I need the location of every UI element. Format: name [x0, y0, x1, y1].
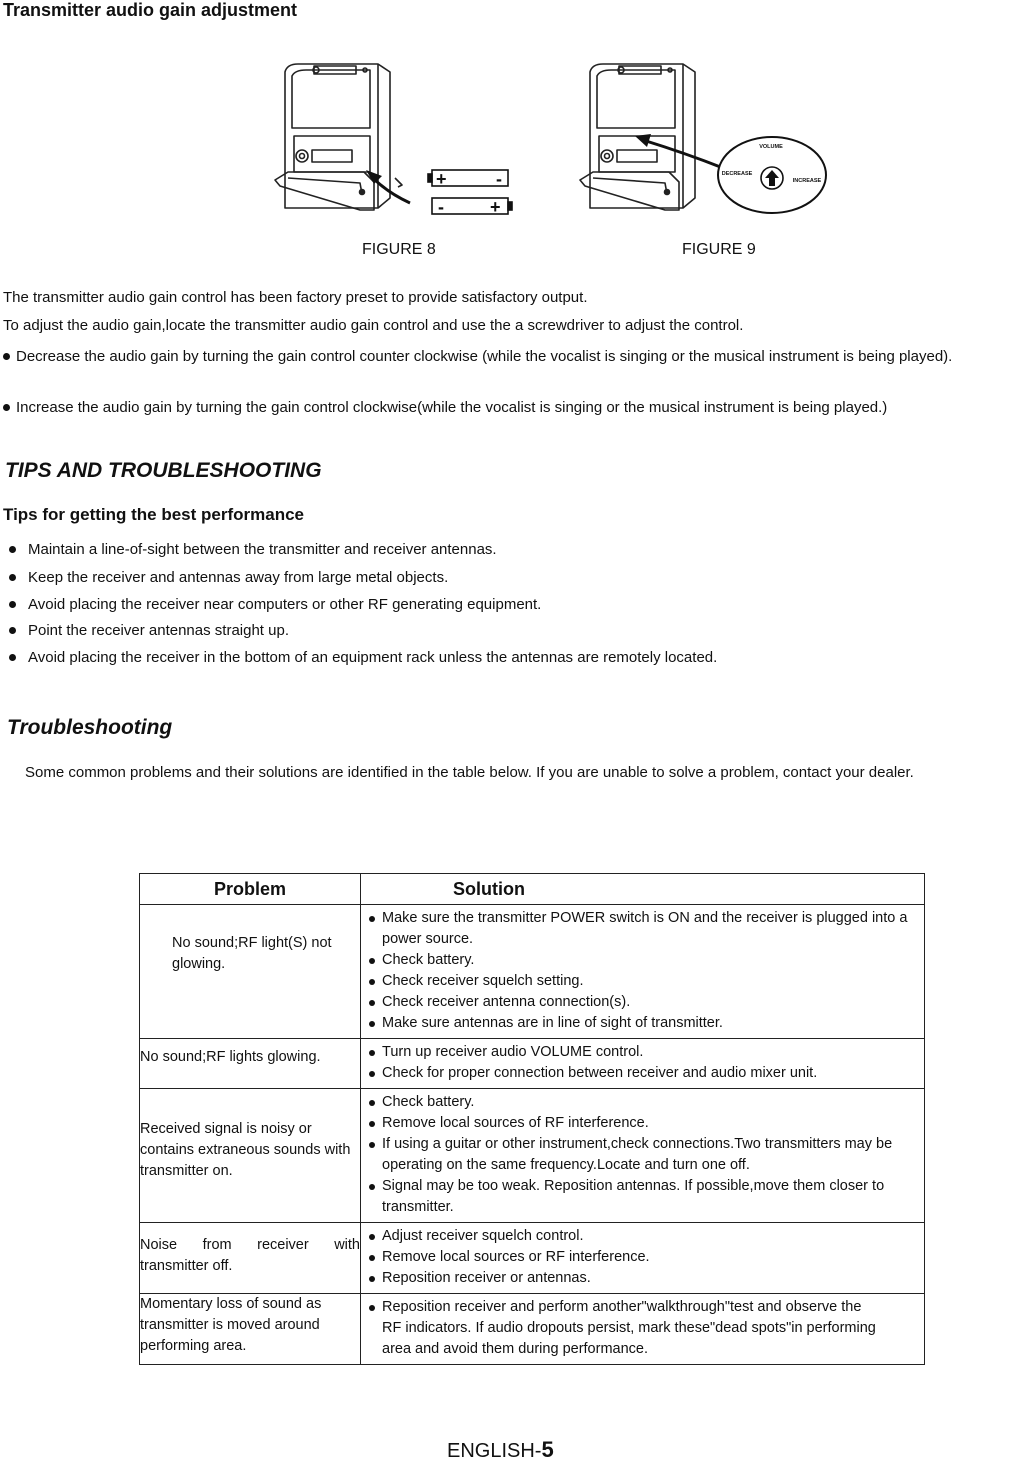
- tip-item: Maintain a line-of-sight between the transmitter and receiver antennas.: [9, 540, 497, 560]
- troubleshooting-title: Troubleshooting: [7, 716, 173, 739]
- tips-subtitle: Tips for getting the best performance: [3, 505, 305, 524]
- gain-bullet-increase: Increase the audio gain by turning the gain control clockwise(while the vocalist is singing or the musical instrument is being played.): [3, 398, 887, 418]
- solution-cell: [361, 1294, 925, 1365]
- tip-item: Keep the receiver and antennas away from large metal objects.: [9, 568, 448, 588]
- table-row: [140, 1089, 925, 1223]
- solution-cell: [361, 1223, 925, 1294]
- solution-item: Reposition receiver or antennas.: [369, 1268, 920, 1289]
- table-row: [140, 1294, 925, 1365]
- troubleshooting-intro: Some common problems and their solutions are identified in the table below. If you are unable to solve a problem, contact your dealer.: [25, 764, 914, 781]
- page-footer: [447, 1437, 554, 1463]
- table-row: [140, 1039, 925, 1089]
- problem-cell: No sound;RF light(S) not glowing.: [140, 905, 361, 1039]
- solution-item: Reposition receiver and perform another"walkthrough"test and observe the RF indicators. If audio dropouts persist, mark these"dead spots"in performing area and avoid them during performance.: [369, 1297, 884, 1360]
- solution-item: Check receiver squelch setting.: [369, 971, 920, 992]
- battery-top-plus: +: [436, 169, 447, 189]
- solution-item: Check battery.: [369, 1092, 920, 1113]
- footer-language: ENGLISH-: [447, 1440, 542, 1462]
- gain-paragraph-1: The transmitter audio gain control has been factory preset to provide satisfactory output.: [3, 289, 588, 306]
- tip-item: Avoid placing the receiver near computers or other RF generating equipment.: [9, 595, 541, 615]
- problem-cell: Received signal is noisy or contains extraneous sounds with transmitter on.: [140, 1089, 361, 1223]
- battery-bottom-minus: -: [438, 197, 444, 217]
- solution-item: Remove local sources or RF interference.: [369, 1247, 920, 1268]
- solution-item: Check receiver antenna connection(s).: [369, 992, 920, 1013]
- figure-8-illustration: [270, 58, 520, 228]
- dial-increase-label: INCREASE: [792, 178, 822, 184]
- section-heading-gain: Transmitter audio gain adjustment: [3, 0, 298, 20]
- solution-item: Turn up receiver audio VOLUME control.: [369, 1042, 920, 1063]
- gain-bullet-decrease: Decrease the audio gain by turning the gain control counter clockwise (while the vocalist is singing or the musical instrument is being played).: [3, 344, 1031, 369]
- tips-title: TIPS AND TROUBLESHOOTING: [5, 459, 322, 482]
- solution-item: If using a guitar or other instrument,check connections.Two transmitters may be operating on the same frequency.Locate and turn one off.: [369, 1134, 920, 1176]
- gain-paragraph-2: To adjust the audio gain,locate the transmitter audio gain control and use the a screwdriver to adjust the control.: [3, 317, 744, 334]
- solution-item: Remove local sources of RF interference.: [369, 1113, 920, 1134]
- figure-9-illustration: [575, 58, 835, 228]
- table-row: [140, 1223, 925, 1294]
- figure-9-caption: FIGURE 9: [682, 241, 756, 258]
- dial-volume-label: VOLUME: [759, 144, 783, 150]
- solution-item: Check for proper connection between receiver and audio mixer unit.: [369, 1063, 920, 1084]
- solution-item: Make sure the transmitter POWER switch is ON and the receiver is plugged into a power source.: [369, 908, 920, 950]
- problem-cell: Noise from receiver with transmitter off.: [140, 1223, 361, 1294]
- solution-cell: [361, 905, 925, 1039]
- problem-cell: No sound;RF lights glowing.: [140, 1039, 361, 1089]
- problem-cell: Momentary loss of sound as transmitter is moved around performing area.: [140, 1294, 361, 1365]
- page-number: 5: [541, 1437, 554, 1462]
- dial-decrease-label: DECREASE: [721, 171, 753, 177]
- solution-item: Signal may be too weak. Reposition antennas. If possible,move them closer to transmitter.: [369, 1176, 920, 1218]
- table-row: [140, 905, 925, 1039]
- battery-bottom-plus: +: [490, 197, 501, 217]
- troubleshooting-table: [139, 873, 925, 1365]
- solution-item: Make sure antennas are in line of sight of transmitter.: [369, 1013, 920, 1034]
- solution-item: Check battery.: [369, 950, 920, 971]
- figure-8-caption: FIGURE 8: [362, 241, 436, 258]
- tip-item: Avoid placing the receiver in the bottom of an equipment rack unless the antennas are remotely located.: [9, 648, 717, 668]
- solution-item: Adjust receiver squelch control.: [369, 1226, 920, 1247]
- header-problem: Problem: [140, 874, 361, 905]
- header-solution: Solution: [361, 874, 925, 905]
- solution-cell: [361, 1039, 925, 1089]
- battery-top-minus: -: [496, 169, 502, 189]
- table-header-row: [140, 874, 925, 905]
- tip-item: Point the receiver antennas straight up.: [9, 621, 289, 641]
- solution-cell: [361, 1089, 925, 1223]
